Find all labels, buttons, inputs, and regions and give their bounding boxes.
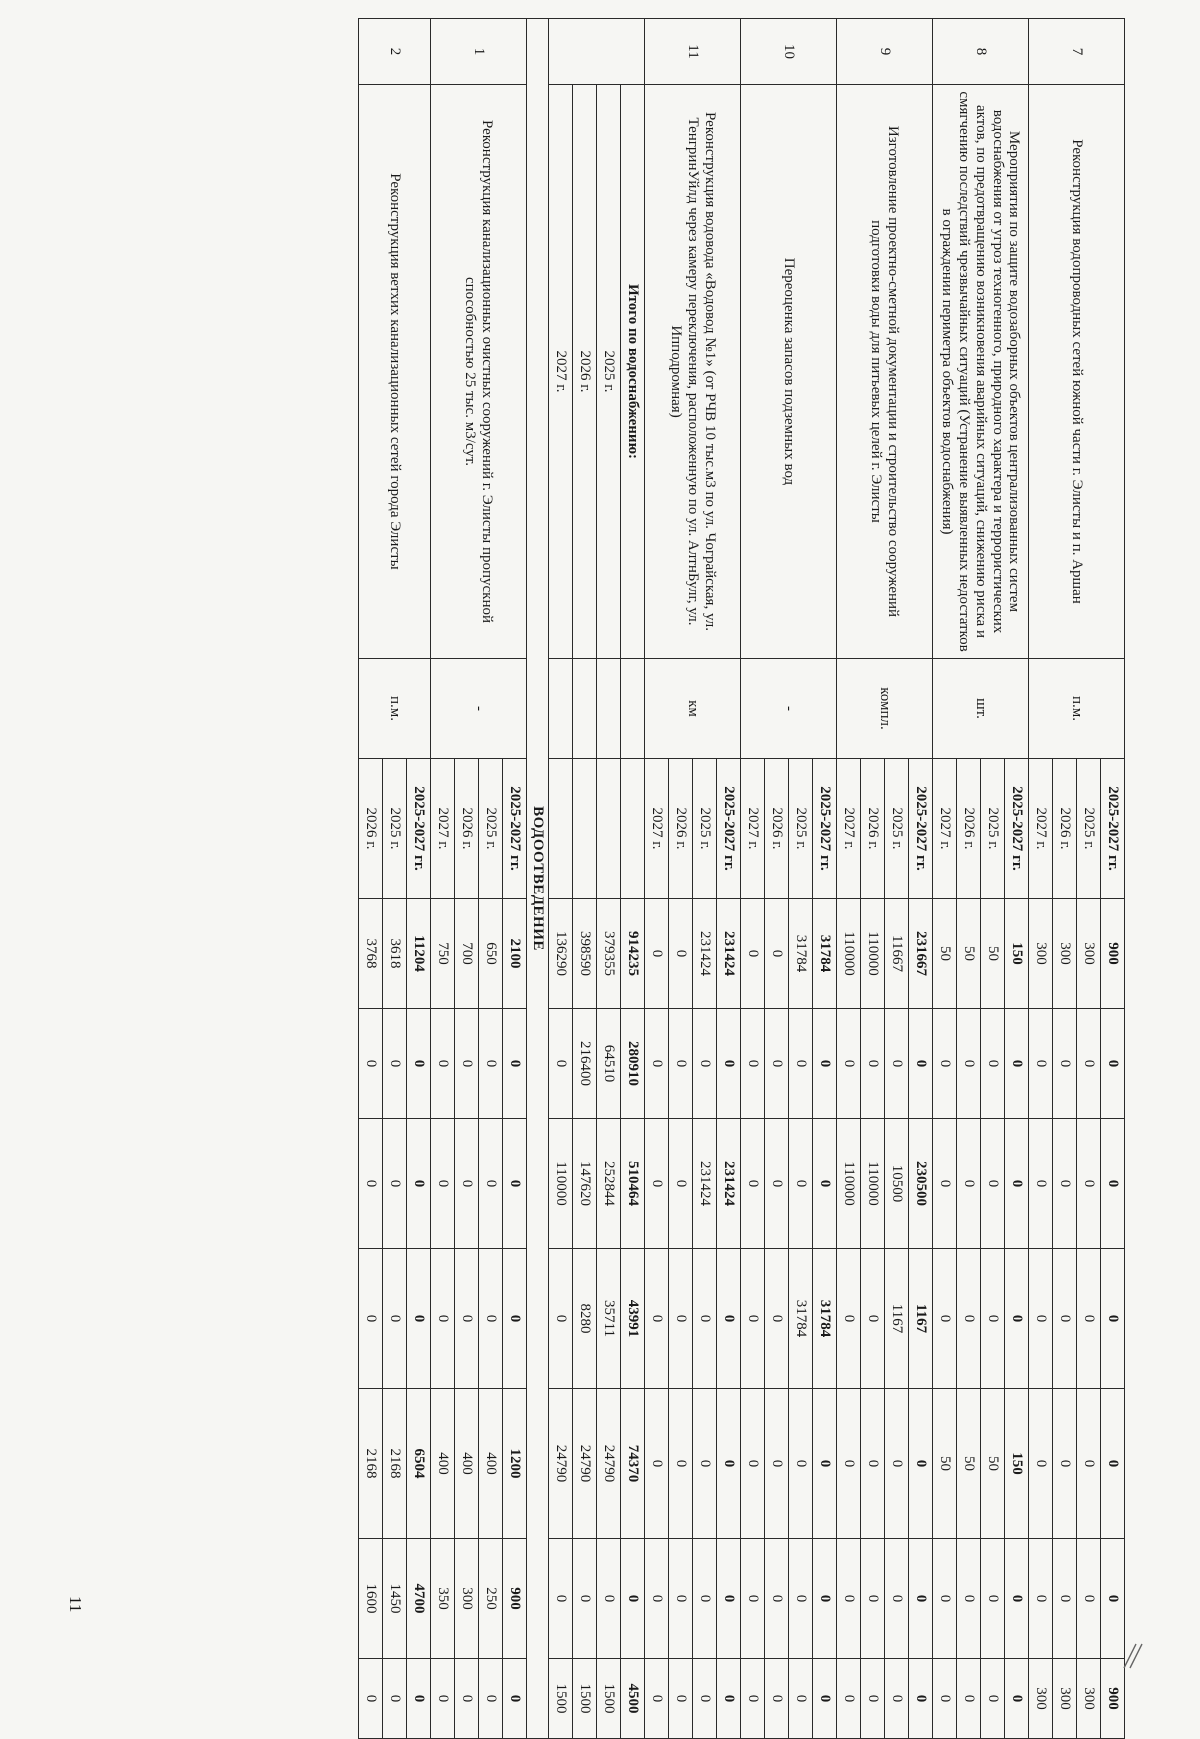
value-cell: 0 [669, 899, 693, 1009]
value-cell: 0 [1029, 1009, 1053, 1119]
section-title: ВОДООТВЕДЕНИЕ [527, 19, 549, 1739]
total-row [573, 19, 597, 1739]
value-cell: 0 [693, 1389, 717, 1539]
period-cell: 2025-2027 гг. [717, 759, 741, 899]
value-cell: 0 [789, 1009, 813, 1119]
value-cell: 0 [1053, 1249, 1077, 1389]
value-cell: 0 [669, 1249, 693, 1389]
value-cell: 0 [1077, 1539, 1101, 1659]
value-cell: 0 [645, 899, 669, 1009]
value-cell: 0 [431, 1009, 455, 1119]
value-cell: 4700 [407, 1539, 431, 1659]
value-cell: 0 [479, 1119, 503, 1249]
value-cell: 0 [645, 1119, 669, 1249]
value-cell: 0 [885, 1659, 909, 1739]
item-name: Реконструкция ветхих канализационных сетей города Элисты [359, 85, 431, 659]
value-cell: 31784 [789, 1249, 813, 1389]
total-value-cell: 136290 [549, 899, 573, 1009]
value-cell: 300 [1077, 899, 1101, 1009]
value-cell: 2168 [359, 1389, 383, 1539]
total-row [597, 19, 621, 1739]
table-row [1005, 19, 1029, 1739]
value-cell: 0 [813, 1389, 837, 1539]
total-period-blank [621, 759, 645, 899]
total-year-label: 2027 г. [549, 85, 573, 659]
value-cell: 300 [455, 1539, 479, 1659]
value-cell: 231424 [717, 1119, 741, 1249]
value-cell: 0 [645, 1009, 669, 1119]
value-cell: 0 [407, 1249, 431, 1389]
item-name: Реконструкция водовода «Водовод №1» (от РЧВ 10 тыс.м3 по ул. Чограйская, ул. ТенгринУйлд через камеру переключения, расположенную по ул. АлтнБулг, ул. Ипподромная) [645, 85, 741, 659]
value-cell: 900 [503, 1539, 527, 1659]
period-cell: 2025-2027 гг. [407, 759, 431, 899]
item-number: 2 [359, 19, 431, 85]
value-cell: 0 [861, 1009, 885, 1119]
value-cell: 0 [359, 1009, 383, 1119]
total-year-label: 2025 г. [597, 85, 621, 659]
section-row [527, 19, 549, 1739]
value-cell: 0 [645, 1389, 669, 1539]
item-unit: шт. [933, 659, 1029, 759]
value-cell: 31784 [813, 899, 837, 1009]
value-cell: 0 [1005, 1539, 1029, 1659]
value-cell: 50 [981, 1389, 1005, 1539]
item-name: Реконструкция канализационных очистных сооружений г. Элисты пропускной способностью 25 тыс. м3/сут. [431, 85, 527, 659]
total-unit-blank [573, 659, 597, 759]
value-cell: 0 [981, 1119, 1005, 1249]
value-cell: 231667 [909, 899, 933, 1009]
value-cell: 0 [1029, 1389, 1053, 1539]
total-value-cell: 35711 [597, 1249, 621, 1389]
item-number: 1 [431, 19, 527, 85]
value-cell: 50 [933, 1389, 957, 1539]
total-period-blank [573, 759, 597, 899]
value-cell: 0 [645, 1539, 669, 1659]
value-cell: 50 [933, 899, 957, 1009]
total-value-cell: 216400 [573, 1009, 597, 1119]
total-value-cell: 8280 [573, 1249, 597, 1389]
total-value-cell: 0 [597, 1539, 621, 1659]
period-cell: 2027 г. [431, 759, 455, 899]
item-number: 8 [933, 19, 1029, 85]
value-cell: 0 [813, 1659, 837, 1739]
total-value-cell: 147620 [573, 1119, 597, 1249]
value-cell: 2100 [503, 899, 527, 1009]
value-cell: 0 [1029, 1249, 1053, 1389]
total-value-cell: 0 [549, 1249, 573, 1389]
value-cell: 0 [1077, 1389, 1101, 1539]
value-cell: 0 [359, 1659, 383, 1739]
value-cell: 0 [669, 1659, 693, 1739]
value-cell: 0 [1053, 1119, 1077, 1249]
total-value-cell: 4500 [621, 1659, 645, 1739]
total-row [621, 19, 645, 1739]
value-cell: 0 [741, 1539, 765, 1659]
value-cell: 0 [981, 1659, 1005, 1739]
total-value-cell: 379355 [597, 899, 621, 1009]
total-period-blank [597, 759, 621, 899]
period-cell: 2025-2027 гг. [909, 759, 933, 899]
value-cell: 0 [741, 1119, 765, 1249]
value-cell: 0 [1101, 1249, 1125, 1389]
value-cell: 0 [383, 1249, 407, 1389]
value-cell: 300 [1029, 899, 1053, 1009]
value-cell: 0 [1005, 1659, 1029, 1739]
table-row [717, 19, 741, 1739]
value-cell: 1167 [909, 1249, 933, 1389]
total-unit-blank [621, 659, 645, 759]
value-cell: 0 [717, 1659, 741, 1739]
value-cell: 0 [1005, 1249, 1029, 1389]
value-cell: 50 [957, 899, 981, 1009]
value-cell: 0 [645, 1659, 669, 1739]
value-cell: 0 [741, 1659, 765, 1739]
value-cell: 0 [765, 1119, 789, 1249]
period-cell: 2026 г. [1053, 759, 1077, 899]
period-cell: 2025 г. [789, 759, 813, 899]
value-cell: 150 [1005, 1389, 1029, 1539]
value-cell: 0 [813, 1009, 837, 1119]
item-name: Мероприятия по защите водозаборных объектов централизованных систем водоснабжения от угроз техногенного, природного характера и террористических актов, по предотвращению возникновения аварийных ситуаций, снижению риска и смягчению последствий чрезвычайных ситуаций (Устранение выявленных недостатков в ограждении периметра объектов водоснабжения) [933, 85, 1029, 659]
table-row [1101, 19, 1125, 1739]
total-year-label: 2026 г. [573, 85, 597, 659]
value-cell: 0 [957, 1119, 981, 1249]
period-cell: 2026 г. [359, 759, 383, 899]
value-cell: 1200 [503, 1389, 527, 1539]
value-cell: 31784 [813, 1249, 837, 1389]
total-value-cell: 110000 [549, 1119, 573, 1249]
value-cell: 0 [1005, 1009, 1029, 1119]
value-cell: 0 [1005, 1119, 1029, 1249]
value-cell: 0 [789, 1119, 813, 1249]
total-value-cell: 0 [573, 1539, 597, 1659]
value-cell: 0 [837, 1539, 861, 1659]
value-cell: 400 [479, 1389, 503, 1539]
value-cell: 231424 [717, 899, 741, 1009]
value-cell: 0 [503, 1119, 527, 1249]
value-cell: 231424 [693, 899, 717, 1009]
value-cell: 1450 [383, 1539, 407, 1659]
period-cell: 2027 г. [741, 759, 765, 899]
total-value-cell: 280910 [621, 1009, 645, 1119]
value-cell: 2168 [383, 1389, 407, 1539]
value-cell: 110000 [837, 899, 861, 1009]
table-row [909, 19, 933, 1739]
total-unit-blank [597, 659, 621, 759]
value-cell: 0 [407, 1009, 431, 1119]
value-cell: 0 [741, 899, 765, 1009]
value-cell: 300 [1053, 899, 1077, 1009]
value-cell: 700 [455, 899, 479, 1009]
value-cell: 1600 [359, 1539, 383, 1659]
value-cell: 0 [1101, 1389, 1125, 1539]
total-row [549, 19, 573, 1739]
period-cell: 2026 г. [765, 759, 789, 899]
total-value-cell: 74370 [621, 1389, 645, 1539]
value-cell: 0 [503, 1249, 527, 1389]
value-cell: 230500 [909, 1119, 933, 1249]
item-number: 9 [837, 19, 933, 85]
value-cell: 900 [1101, 1659, 1125, 1739]
value-cell: 0 [909, 1539, 933, 1659]
value-cell: 0 [861, 1539, 885, 1659]
value-cell: 300 [1029, 1659, 1053, 1739]
value-cell: 0 [885, 1389, 909, 1539]
item-unit: компл. [837, 659, 933, 759]
value-cell: 50 [981, 899, 1005, 1009]
total-value-cell: 1500 [597, 1659, 621, 1739]
value-cell: 900 [1101, 899, 1125, 1009]
value-cell: 0 [933, 1009, 957, 1119]
value-cell: 0 [909, 1009, 933, 1119]
item-unit: п.м. [1029, 659, 1125, 759]
value-cell: 0 [933, 1249, 957, 1389]
value-cell: 0 [909, 1389, 933, 1539]
value-cell: 0 [741, 1009, 765, 1119]
value-cell: 0 [981, 1009, 1005, 1119]
period-cell: 2027 г. [645, 759, 669, 899]
value-cell: 0 [1101, 1119, 1125, 1249]
item-unit: км [645, 659, 741, 759]
page-number: 11 [66, 1596, 85, 1613]
value-cell: 0 [765, 1389, 789, 1539]
value-cell: 0 [693, 1539, 717, 1659]
value-cell: 0 [885, 1009, 909, 1119]
value-cell: 0 [669, 1539, 693, 1659]
value-cell: 50 [957, 1389, 981, 1539]
total-value-cell: 1500 [573, 1659, 597, 1739]
value-cell: 0 [1077, 1119, 1101, 1249]
value-cell: 300 [1077, 1659, 1101, 1739]
value-cell: 3618 [383, 899, 407, 1009]
value-cell: 0 [455, 1659, 479, 1739]
value-cell: 0 [933, 1659, 957, 1739]
value-cell: 231424 [693, 1119, 717, 1249]
value-cell: 0 [813, 1119, 837, 1249]
value-cell: 0 [407, 1659, 431, 1739]
value-cell: 0 [479, 1249, 503, 1389]
value-cell: 0 [957, 1659, 981, 1739]
value-cell: 0 [765, 1539, 789, 1659]
value-cell: 150 [1005, 899, 1029, 1009]
value-cell: 0 [861, 1249, 885, 1389]
item-unit: - [431, 659, 527, 759]
value-cell: 0 [693, 1249, 717, 1389]
total-value-cell: 0 [549, 1539, 573, 1659]
item-name: Переоценка запасов подземных вод [741, 85, 837, 659]
value-cell: 0 [789, 1659, 813, 1739]
value-cell: 0 [765, 1249, 789, 1389]
value-cell: 250 [479, 1539, 503, 1659]
value-cell: 0 [885, 1539, 909, 1659]
value-cell: 0 [455, 1249, 479, 1389]
total-value-cell: 398590 [573, 899, 597, 1009]
value-cell: 0 [717, 1009, 741, 1119]
value-cell: 0 [1077, 1009, 1101, 1119]
period-cell: 2026 г. [861, 759, 885, 899]
value-cell: 300 [1053, 1659, 1077, 1739]
investment-table [358, 18, 1125, 1739]
value-cell: 110000 [861, 899, 885, 1009]
value-cell: 3768 [359, 899, 383, 1009]
period-cell: 2027 г. [933, 759, 957, 899]
period-cell: 2025-2027 гг. [813, 759, 837, 899]
value-cell: 0 [503, 1659, 527, 1739]
rotated-page [25, 18, 1125, 1714]
total-value-cell: 914235 [621, 899, 645, 1009]
value-cell: 31784 [789, 899, 813, 1009]
table-row [813, 19, 837, 1739]
value-cell: 0 [837, 1389, 861, 1539]
table-row [503, 19, 527, 1739]
value-cell: 0 [789, 1539, 813, 1659]
value-cell: 400 [431, 1389, 455, 1539]
value-cell: 0 [981, 1539, 1005, 1659]
value-cell: 0 [789, 1389, 813, 1539]
value-cell: 10500 [885, 1119, 909, 1249]
value-cell: 0 [431, 1249, 455, 1389]
value-cell: 0 [359, 1249, 383, 1389]
value-cell: 11667 [885, 899, 909, 1009]
value-cell: 0 [957, 1539, 981, 1659]
total-value-cell: 64510 [597, 1009, 621, 1119]
value-cell: 1167 [885, 1249, 909, 1389]
total-period-blank [549, 759, 573, 899]
value-cell: 11204 [407, 899, 431, 1009]
value-cell: 650 [479, 899, 503, 1009]
value-cell: 0 [383, 1119, 407, 1249]
total-unit-blank [549, 659, 573, 759]
value-cell: 0 [693, 1659, 717, 1739]
value-cell: 0 [933, 1539, 957, 1659]
value-cell: 0 [741, 1249, 765, 1389]
total-value-cell: 43991 [621, 1249, 645, 1389]
value-cell: 0 [837, 1249, 861, 1389]
value-cell: 350 [431, 1539, 455, 1659]
period-cell: 2026 г. [455, 759, 479, 899]
item-number: 10 [741, 19, 837, 85]
item-unit: п.м. [359, 659, 431, 759]
value-cell: 0 [765, 899, 789, 1009]
total-value-cell: 1500 [549, 1659, 573, 1739]
item-name: Реконструкция водопроводных сетей южной части г. Элисты и п. Аршан [1029, 85, 1125, 659]
period-cell: 2025-2027 гг. [1101, 759, 1125, 899]
total-blank [549, 19, 645, 85]
total-value-cell: 24790 [597, 1389, 621, 1539]
period-cell: 2027 г. [1029, 759, 1053, 899]
value-cell: 0 [693, 1009, 717, 1119]
value-cell: 0 [669, 1009, 693, 1119]
period-cell: 2025 г. [1077, 759, 1101, 899]
value-cell: 0 [837, 1659, 861, 1739]
period-cell: 2025 г. [383, 759, 407, 899]
period-cell: 2027 г. [837, 759, 861, 899]
period-cell: 2026 г. [957, 759, 981, 899]
period-cell: 2025-2027 гг. [1005, 759, 1029, 899]
value-cell: 0 [1077, 1249, 1101, 1389]
value-cell: 0 [645, 1249, 669, 1389]
item-unit: - [741, 659, 837, 759]
value-cell: 0 [909, 1659, 933, 1739]
period-cell: 2025 г. [693, 759, 717, 899]
value-cell: 0 [861, 1389, 885, 1539]
value-cell: 0 [765, 1659, 789, 1739]
total-value-cell: 252844 [597, 1119, 621, 1249]
value-cell: 0 [957, 1009, 981, 1119]
value-cell: 0 [717, 1389, 741, 1539]
value-cell: 0 [455, 1009, 479, 1119]
period-cell: 2026 г. [669, 759, 693, 899]
value-cell: 400 [455, 1389, 479, 1539]
period-cell: 2025 г. [479, 759, 503, 899]
value-cell: 110000 [837, 1119, 861, 1249]
total-value-cell: 510464 [621, 1119, 645, 1249]
value-cell: 0 [407, 1119, 431, 1249]
value-cell: 110000 [861, 1119, 885, 1249]
table-row [407, 19, 431, 1739]
item-number: 7 [1029, 19, 1125, 85]
value-cell: 0 [669, 1389, 693, 1539]
value-cell: 0 [1101, 1539, 1125, 1659]
value-cell: 0 [861, 1659, 885, 1739]
value-cell: 0 [981, 1249, 1005, 1389]
value-cell: 0 [933, 1119, 957, 1249]
value-cell: 0 [1053, 1539, 1077, 1659]
value-cell: 0 [813, 1539, 837, 1659]
value-cell: 0 [431, 1659, 455, 1739]
value-cell: 0 [1029, 1119, 1053, 1249]
item-name: Изготовление проектно-сметной документации и строительство сооружений подготовки воды для питьевых целей г. Элисты [837, 85, 933, 659]
value-cell: 6504 [407, 1389, 431, 1539]
value-cell: 0 [431, 1119, 455, 1249]
total-value-cell: 24790 [573, 1389, 597, 1539]
value-cell: 0 [479, 1009, 503, 1119]
value-cell: 0 [383, 1659, 407, 1739]
total-value-cell: 24790 [549, 1389, 573, 1539]
value-cell: 0 [1029, 1539, 1053, 1659]
value-cell: 0 [1101, 1009, 1125, 1119]
value-cell: 0 [837, 1009, 861, 1119]
value-cell: 0 [765, 1009, 789, 1119]
value-cell: 0 [1053, 1009, 1077, 1119]
value-cell: 750 [431, 899, 455, 1009]
value-cell: 0 [455, 1119, 479, 1249]
value-cell: 0 [717, 1249, 741, 1389]
item-number: 11 [645, 19, 741, 85]
value-cell: 0 [1053, 1389, 1077, 1539]
total-value-cell: 0 [621, 1539, 645, 1659]
value-cell: 0 [741, 1389, 765, 1539]
total-label: Итого по водоснабжению: [621, 85, 645, 659]
value-cell: 0 [479, 1659, 503, 1739]
total-value-cell: 0 [549, 1009, 573, 1119]
value-cell: 0 [957, 1249, 981, 1389]
period-cell: 2025-2027 гг. [503, 759, 527, 899]
value-cell: 0 [503, 1009, 527, 1119]
period-cell: 2025 г. [981, 759, 1005, 899]
value-cell: 0 [359, 1119, 383, 1249]
value-cell: 0 [383, 1009, 407, 1119]
value-cell: 0 [717, 1539, 741, 1659]
value-cell: 0 [669, 1119, 693, 1249]
pen-mark [1120, 1640, 1146, 1670]
period-cell: 2025 г. [885, 759, 909, 899]
